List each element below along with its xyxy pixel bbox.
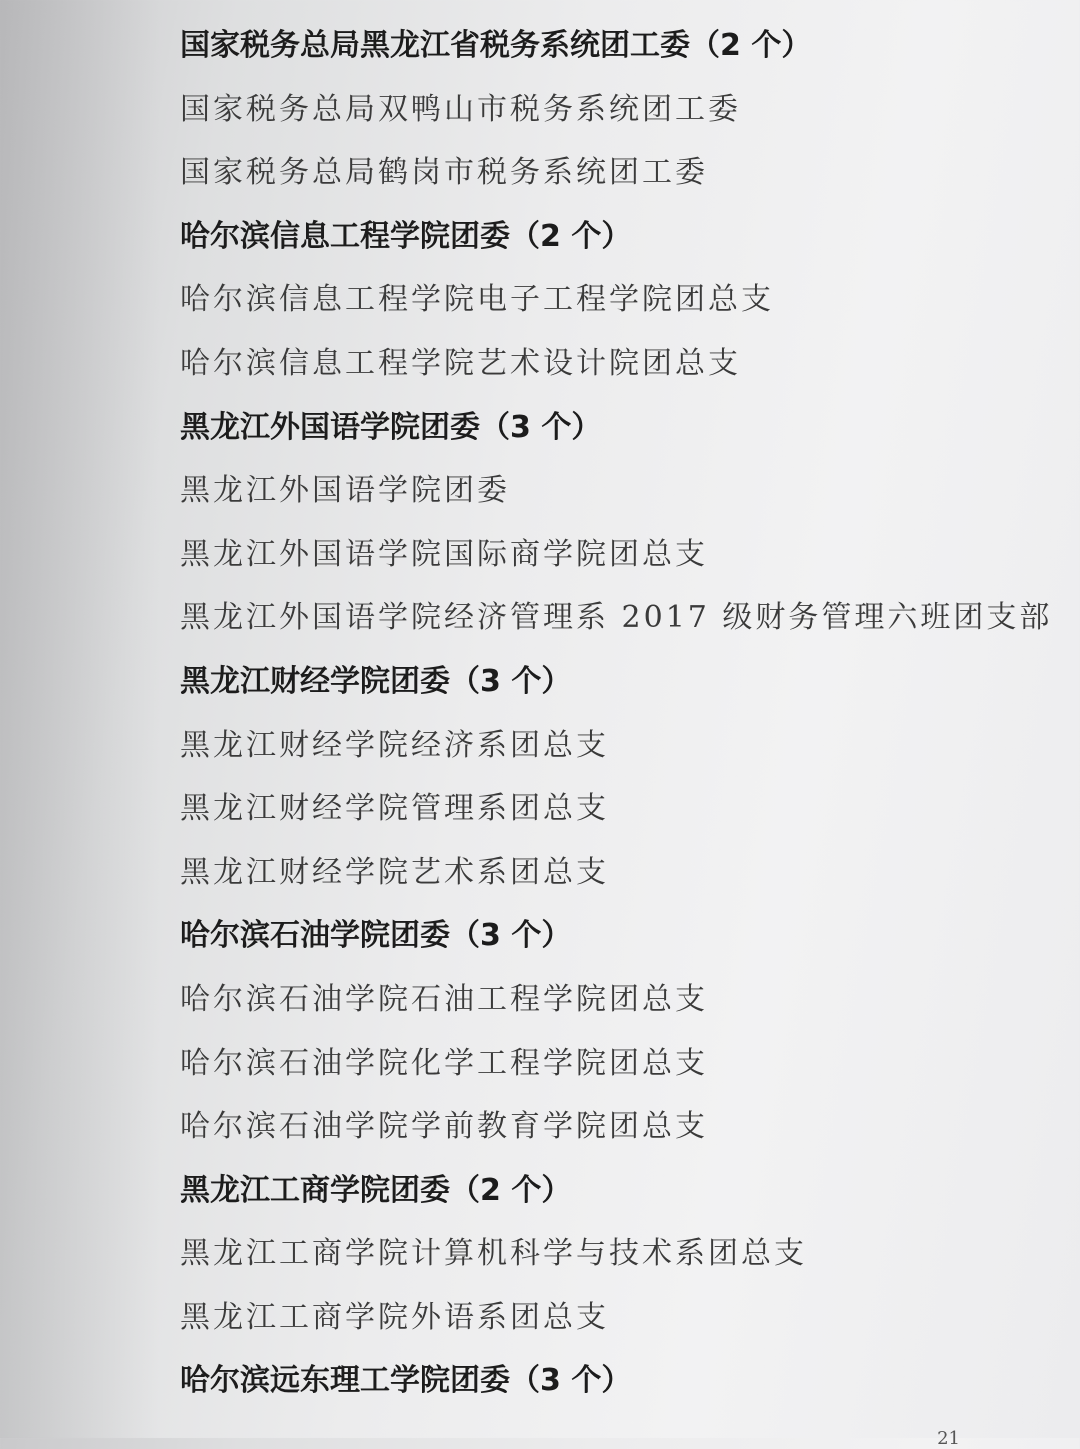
group-heading-heilongjiang-finance: 黑龙江财经学院团委（3 个） — [180, 663, 572, 699]
organization-list — [180, 14, 1060, 1413]
list-item: 哈尔滨信息工程学院电子工程学院团总支 — [180, 282, 774, 318]
page-shadow — [0, 0, 160, 1438]
list-item: 国家税务总局双鸭山市税务系统团工委 — [180, 91, 741, 127]
list-item: 黑龙江外国语学院经济管理系 2017 级财务管理六班团支部 — [180, 600, 1053, 636]
group-heading-heilongjiang-intl-studies: 黑龙江外国语学院团委（3 个） — [180, 409, 602, 445]
group-heading-harbin-info-eng: 哈尔滨信息工程学院团委（2 个） — [180, 218, 632, 254]
list-item: 黑龙江工商学院计算机科学与技术系团总支 — [180, 1236, 807, 1272]
group-heading-heilongjiang-business: 黑龙江工商学院团委（2 个） — [180, 1172, 572, 1208]
list-item: 哈尔滨石油学院学前教育学院团总支 — [180, 1109, 708, 1145]
list-item: 黑龙江外国语学院国际商学院团总支 — [180, 536, 708, 572]
list-item: 哈尔滨石油学院石油工程学院团总支 — [180, 981, 708, 1017]
list-item: 黑龙江工商学院外语系团总支 — [180, 1299, 609, 1335]
list-item: 哈尔滨石油学院化学工程学院团总支 — [180, 1045, 708, 1081]
page-number: 21 — [937, 1428, 960, 1449]
group-heading-tax-system: 国家税务总局黑龙江省税务系统团工委（2 个） — [180, 28, 812, 63]
list-item: 黑龙江财经学院管理系团总支 — [180, 791, 609, 827]
list-item: 黑龙江外国语学院团委 — [180, 473, 510, 509]
list-item: 国家税务总局鹤岗市税务系统团工委 — [180, 155, 708, 191]
list-item: 黑龙江财经学院艺术系团总支 — [180, 854, 609, 890]
group-heading-harbin-petroleum: 哈尔滨石油学院团委（3 个） — [180, 918, 572, 954]
group-heading-harbin-far-east: 哈尔滨远东理工学院团委（3 个） — [180, 1363, 632, 1399]
list-item: 黑龙江财经学院经济系团总支 — [180, 727, 609, 763]
list-item: 哈尔滨信息工程学院艺术设计院团总支 — [180, 345, 741, 381]
